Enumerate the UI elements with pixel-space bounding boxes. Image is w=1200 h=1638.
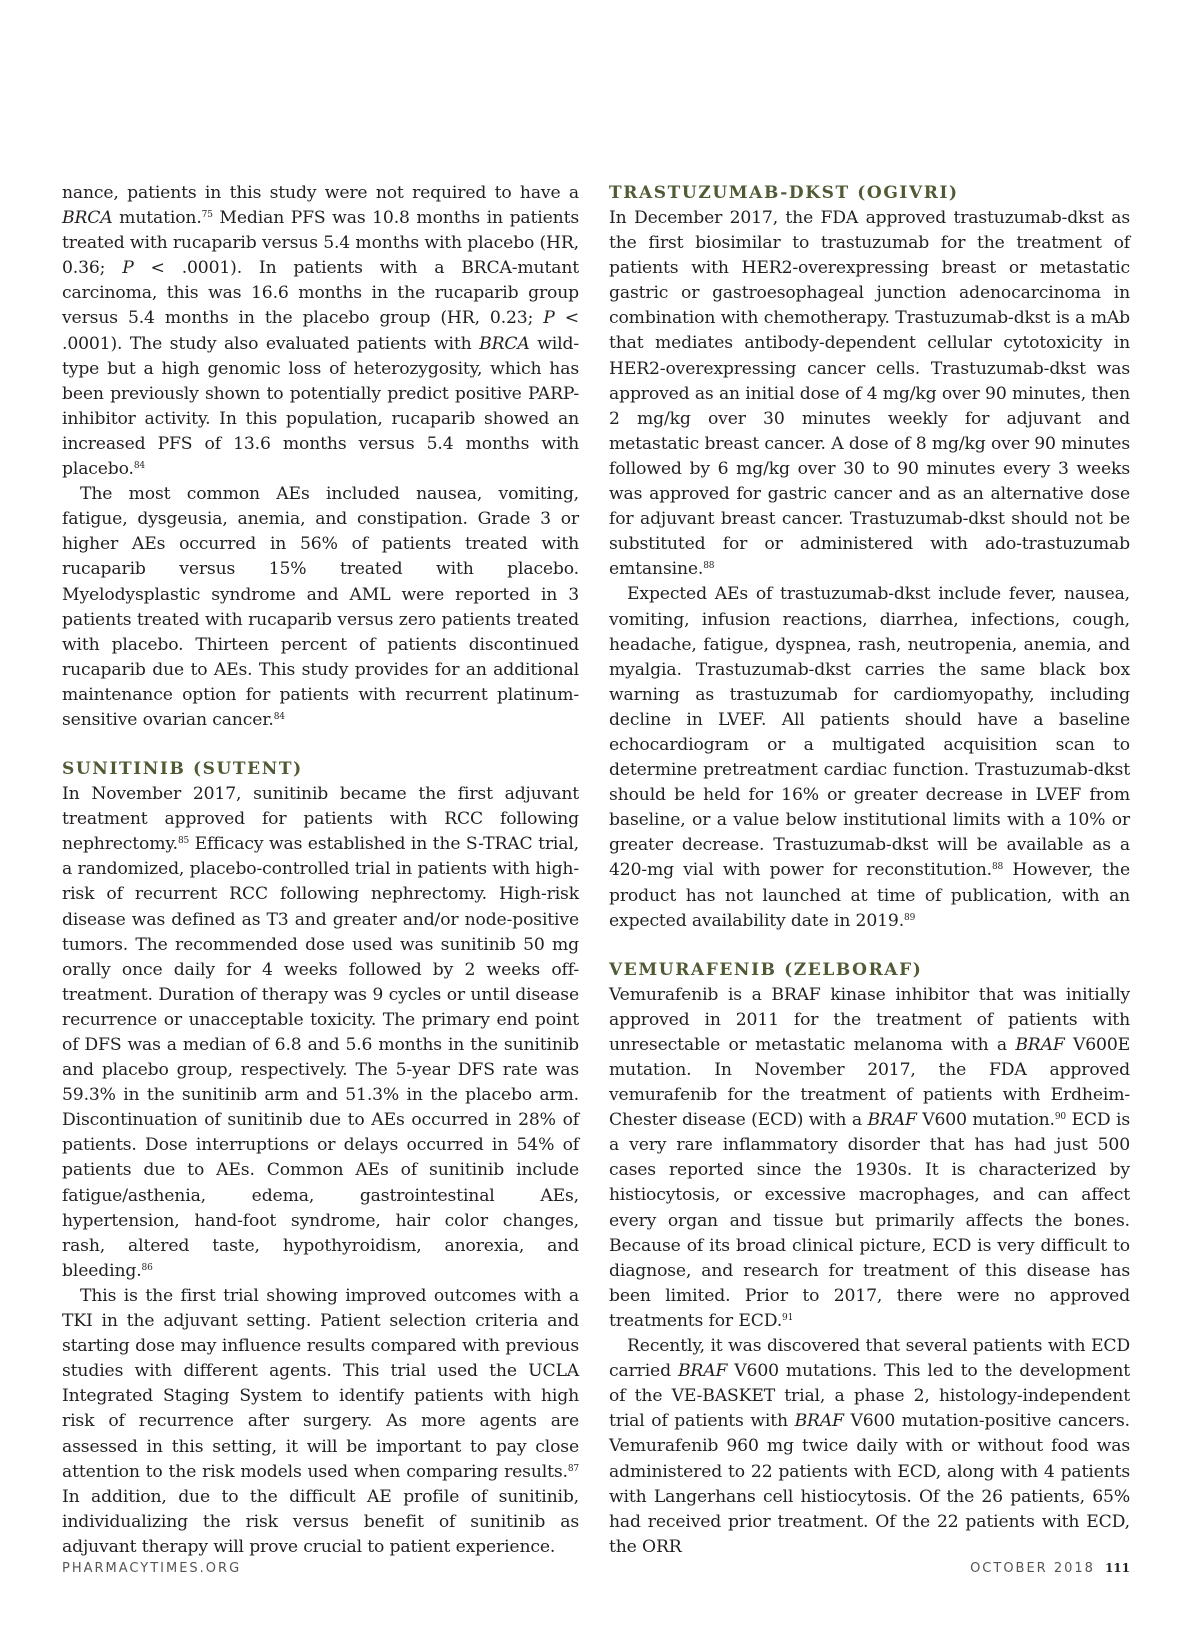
paragraph-rucaparib-efficacy: nance, patients in this study were not required to have a BRCA mutation.$^{75}$ Median PFS was 10.8 months in patients treated with rucaparib versus 5.4 months with placebo (HR, 0.36; P < .0001). In patients with a BRCA-mutant carcinoma, this was 16.6 months in the rucaparib group versus 5.4 months in the placebo group (HR, 0.23; P < .0001). The study also evaluated patients with BRCA wild-type but a high genomic loss of heterozygosity, which has been previously shown to potentially predict positive PARP-inhibitor activity. In this population, rucaparib showed an increased PFS of 13.6 months versus 5.4 months with placebo.$^{84}$ [62,183,579,480]
reference-marker: 90 [1054,1112,1066,1123]
section-heading-trastuzumab: TRASTUZUMAB-DKST (OGIVRI) [609,183,959,203]
paragraph-sunitinib-discussion: This is the first trial showing improved outcomes with a TKI in the adjuvant setting. Patient selection criteria and starting dose may influence results compared with previous studies with different agents. This trial used the UCLA Integrated Staging System to identify patients with high risk of recurrence after surgery. As more agents are assessed in this setting, it will be important to pay close attention to the risk models used when comparing results.$^{87}$ In addition, due to the difficult AE profile of sunitinib, individualizing the risk versus benefit of sunitinib as adjuvant therapy will prove crucial to patient experience. [62,1285,579,1557]
section-heading-sunitinib: SUNITINIB (SUTENT) [62,759,303,780]
reference-marker: 87 [567,1463,579,1474]
footer-issue [970,1561,1130,1576]
reference-marker: 84 [133,461,146,472]
reference-marker: 88 [703,561,715,572]
reference-marker: 91 [782,1312,794,1323]
reference-marker: 84 [273,711,285,722]
paragraph-vemurafenib-approval: Vemurafenib is a BRAF kinase inhibitor that was initially approved in 2011 for the treatment of patients with unresectable or metastatic melanoma with a BRAF V600E mutation. In November 2017, the FDA approved vemurafenib for the treatment of patients with Erdheim-Chester disease (ECD) with a BRAF V600 mutation.$^{90}$ ECD is a very rare inflammatory disorder that has had just 500 cases reported since the 1930s. It is characterized by histiocytosis, or excessive macrophages, and can affect every organ and tissue but primarily affects the bones. Because of its broad clinical picture, ECD is very difficult to diagnose, and research for treatment of this disease has been limited. Prior to 2017, there were no approved treatments for ECD.$^{91}$ [609,984,1131,1331]
reference-marker: 88 [991,862,1004,873]
page-number: 111 [1104,1561,1130,1575]
paragraph-trastuzumab-aes: Expected AEs of trastuzumab-dkst include fever, nausea, vomiting, infusion reactions, diarrhea, infections, cough, headache, fatigue, dyspnea, rash, neutropenia, anemia, and myalgia. Trastuzumab-dkst carries the same black box warning as trastuzumab for cardiomyopathy, including decline in LVEF. All patients should have a baseline echocardiogram or a multigated acquisition scan to determine pretreatment cardiac function. Trastuzumab-dkst should be held for 16% or greater decrease in LVEF from baseline, or a value below institutional limits with a 10% or greater decrease. Trastuzumab-dkst will be available as a 420-mg vial with power for reconstitution.$^{88}$ However, the product has not launched at time of publication, with an expected availability date in 2019.89 [609,584,1130,931]
paragraph-rucaparib-aes: The most common AEs included nausea, vomiting, fatigue, dysgeusia, anemia, and constipation. Grade 3 or higher AEs occurred in 56% of patients treated with rucaparib versus 15% treated with placebo. Myelodysplastic syndrome and AML were reported in 3 patients treated with rucaparib versus zero patients treated with placebo. Thirteen percent of patients discontinued rucaparib due to AEs. This study provides for an additional maintenance option for patients with recurrent platinum-sensitive ovarian cancer.$^{84}$ [62,484,579,730]
footer-site-name: PHARMACYTIMES.ORG [62,1561,242,1576]
reference-marker: 75 [201,210,213,221]
paragraph-ve-basket-trial: Recently, it was discovered that several patients with ECD carried BRAF V600 mutations. This led to the development of the VE-BASKET trial, a phase 2, histology-independent trial of patients with BRAF V600 mutation-positive cancers. Vemurafenib 960 mg twice daily with or without food was administered to 22 patients with ECD, along with 4 patients with Langerhans cell histiocytosis. Of the 26 patients, 65% had received prior treatment. Of the 22 patients with ECD, the ORR [609,1336,1130,1557]
left-column [62,181,579,1560]
issue-date: OCTOBER 2018 [970,1561,1095,1576]
reference-marker: 86 [141,1262,153,1273]
right-column [609,181,1130,1560]
section-heading-vemurafenib: VEMURAFENIB (ZELBORAF) [609,959,923,980]
paragraph-trastuzumab-approval: In December 2017, the FDA approved trastuzumab-dkst as the first biosimilar to trastuzumab for the treatment of patients with HER2-overexpressing breast or metastatic gastric or gastroesophageal junction adenocarcinoma in combination with chemotherapy. Trastuzumab-dkst is a mAb that mediates antibody-dependent cellular cytotoxicity in HER2-overexpressing cancer cells. Trastuzumab-dkst was approved as an initial dose of 4 mg/kg over 90 minutes, then 2 mg/kg over 30 minutes weekly for adjuvant and metastatic breast cancer. A dose of 8 mg/kg over 90 minutes followed by 6 mg/kg over 30 to 90 minutes every 3 weeks was approved for gastric cancer and as an alternative dose for adjuvant breast cancer. Trastuzumab-dkst should not be substituted for or administered with ado-trastuzumab emtansine.$^{88}$ [609,208,1130,580]
paragraph-sunitinib-approval: In November 2017, sunitinib became the first adjuvant treatment approved for patients with RCC following nephrectomy.$^{85}$ Efficacy was established in the S-TRAC trial, a randomized, placebo-controlled trial in patients with high-risk of recurrent RCC following nephrectomy. High-risk disease was defined as T3 and greater and/or node-positive tumors. The recommended dose used was sunitinib 50 mg orally once daily for 4 weeks followed by 2 weeks off-treatment. Duration of therapy was 9 cycles or until disease recurrence or unacceptable toxicity. The primary end point of DFS was a median of 6.8 and 5.6 months in the sunitinib and placebo group, respectively. The 5-year DFS rate was 59.3% in the sunitinib arm and 51.3% in the placebo arm. Discontinuation of sunitinib due to AEs occurred in 28% of patients. Dose interruptions or delays occurred in 54% of patients due to AEs. Common AEs of sunitinib include fatigue/asthenia, edema, gastrointestinal AEs, hypertension, hand-foot syndrome, hair color changes, rash, altered taste, hypothyroidism, anorexia, and bleeding.$^{86}$ [62,784,579,1281]
reference-marker: 89 [904,912,916,923]
reference-marker: 85 [177,836,190,847]
